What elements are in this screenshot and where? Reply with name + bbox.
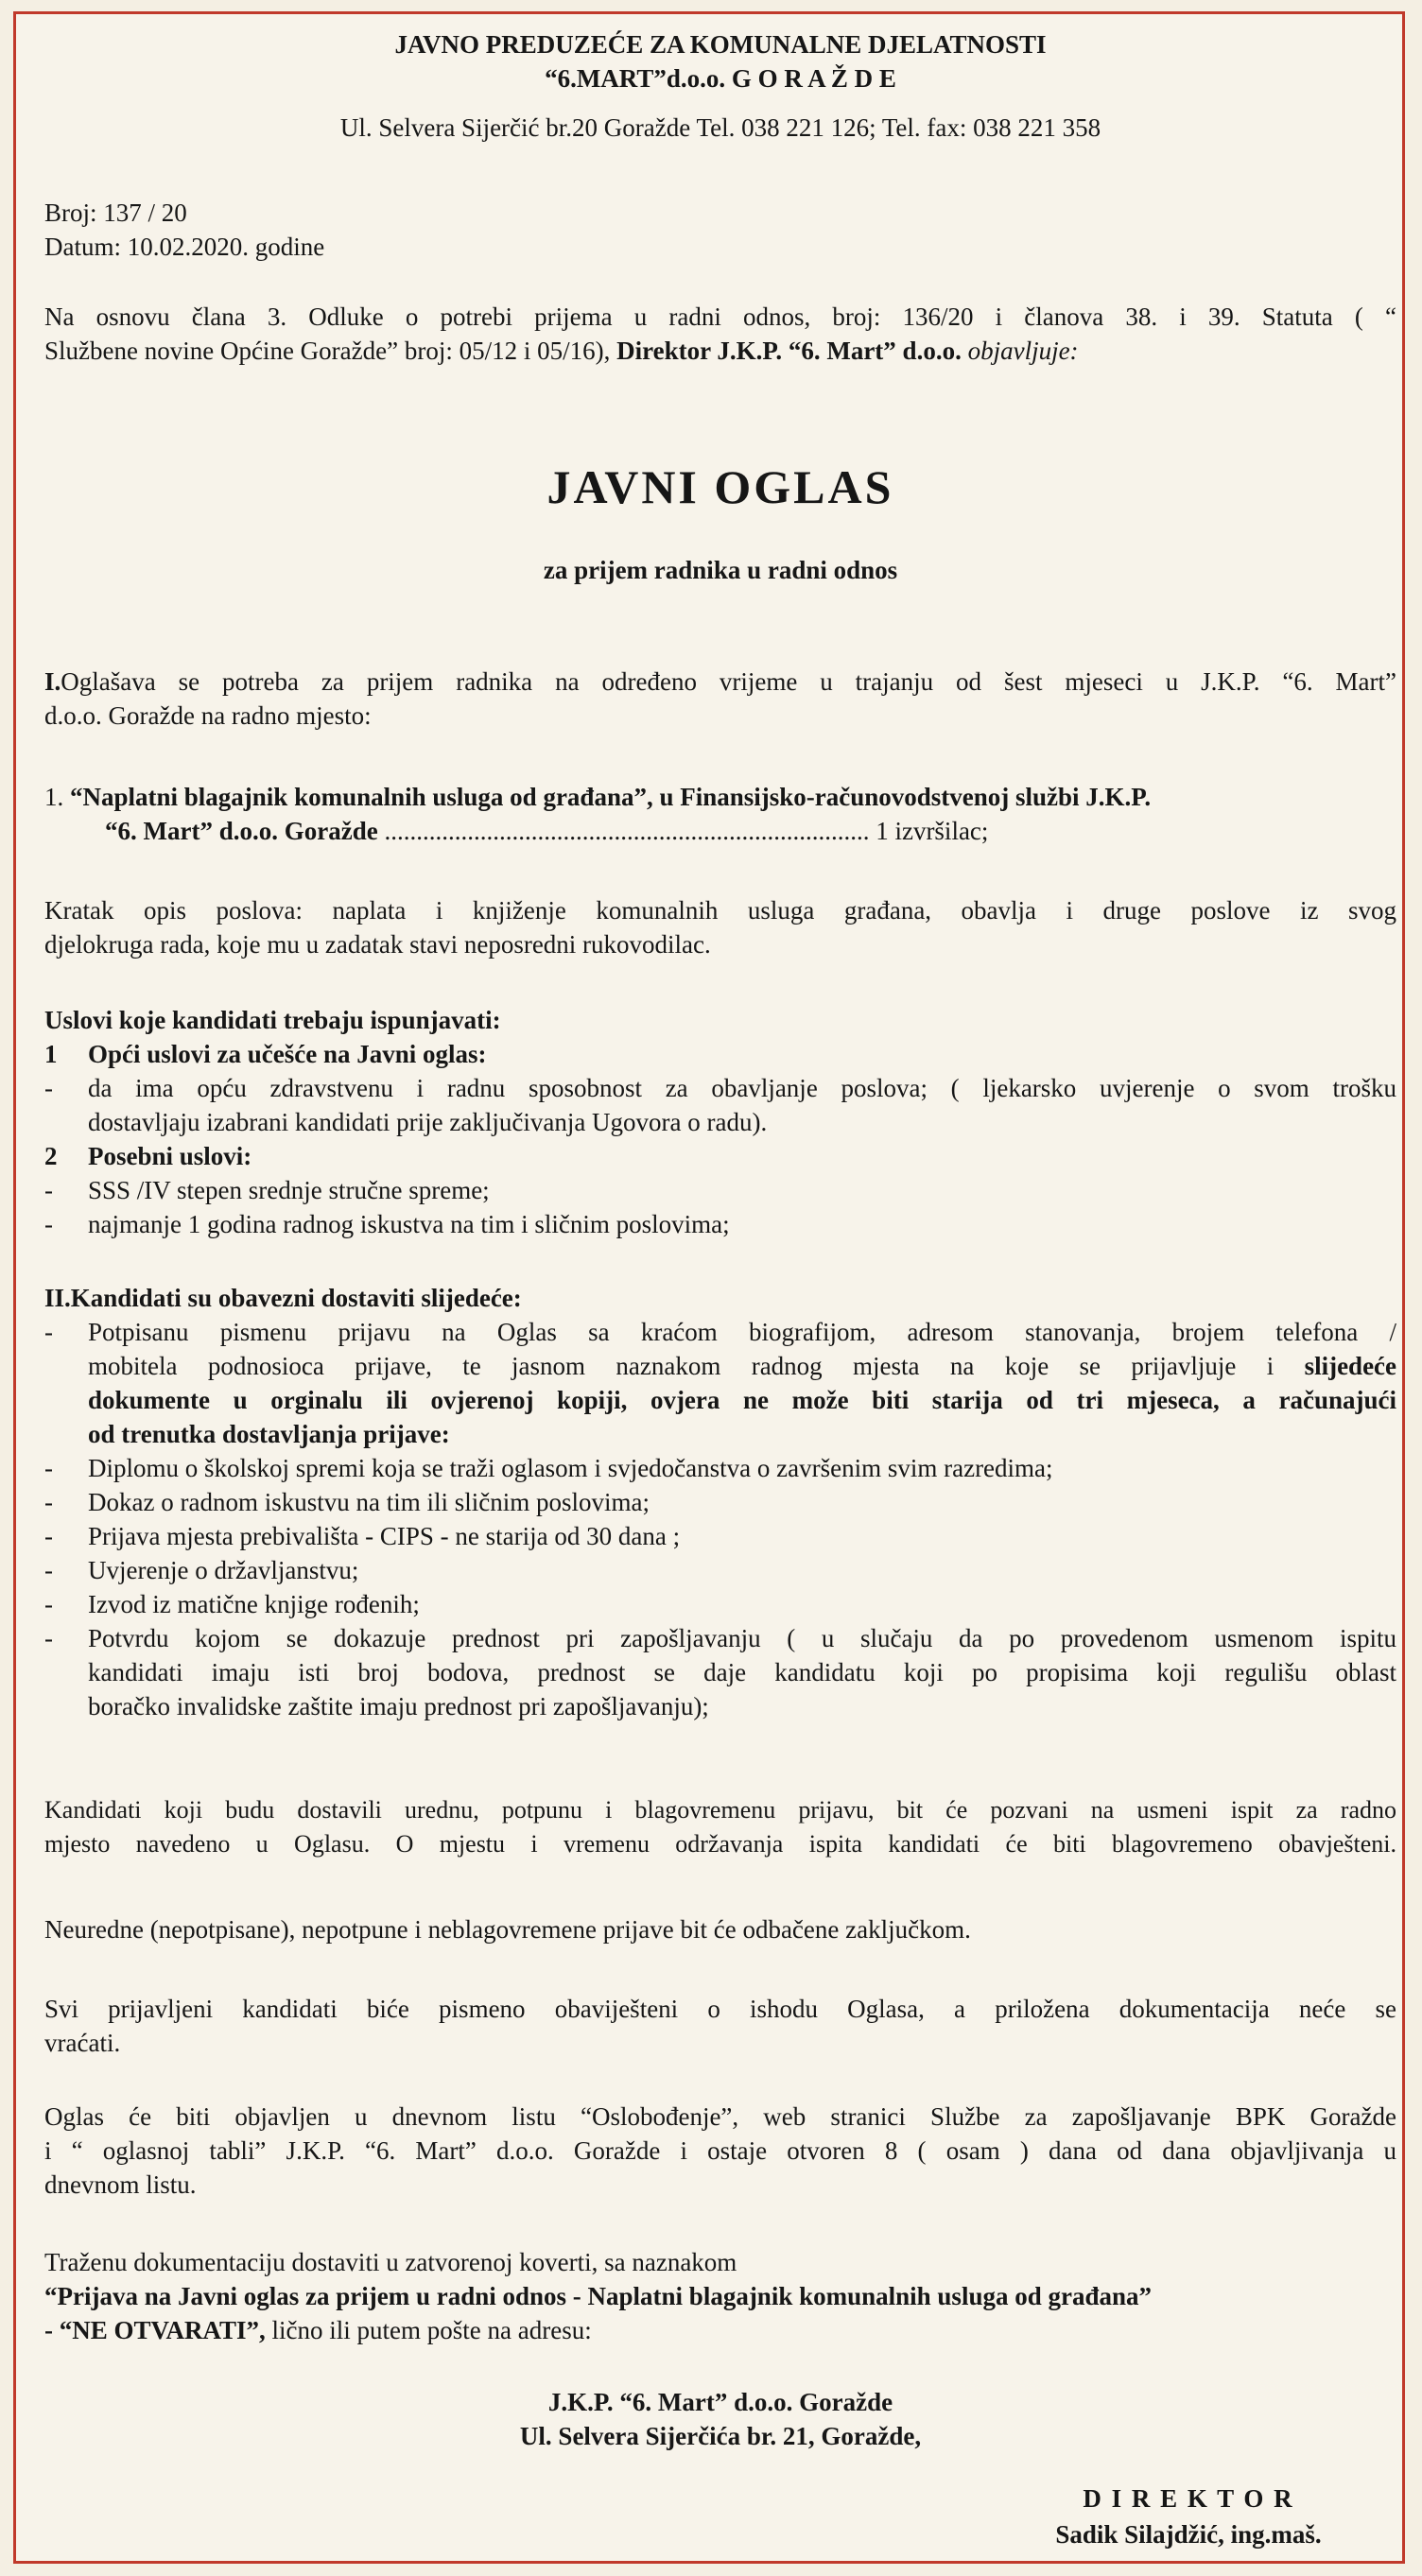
position-line-2: “6. Mart” d.o.o. Goražde ............................................................................ 1 izvršilac; [105, 817, 989, 845]
position-line-1: 1. “Naplatni blagajnik komunalnih usluga od građana”, u Finansijsko-računovodstvenoj službi J.K.P. [44, 783, 1152, 811]
delivery-address-line-1: J.K.P. “6. Mart” d.o.o. Goražde [547, 2388, 893, 2416]
special-condition-1: SSS /IV stepen srednje stručne spreme; [88, 1176, 490, 1204]
section-1-line-1: I.Oglašava se potreba za prijem radnika na određeno vrijeme u trajanju od šest mjeseci u J.K.P. “6. Mart” [44, 667, 1396, 696]
list-dash: - [44, 1488, 53, 1516]
general-condition-1-line-1: da ima opću zdravstvenu i radnu sposobnost za obavljanje poslova; ( ljekarsko uvjerenje o svom trošku [88, 1074, 1396, 1102]
list-dash: - [44, 1556, 53, 1584]
special-conditions-number: 2 [44, 1142, 58, 1170]
list-dash: - [44, 1176, 53, 1204]
delivery-address-line-2: Ul. Selvera Sijerčića br. 21, Goražde, [519, 2422, 922, 2450]
company-title: “6.MART”d.o.o. G O R A Ž D E [545, 64, 896, 93]
section-2-heading: II.Kandidati su obavezni dostaviti slijedeće: [44, 1284, 522, 1312]
general-conditions-number: 1 [44, 1040, 58, 1068]
company-name: JAVNO PREDUZEĆE ZA KOMUNALNE DJELATNOSTI [394, 30, 1047, 59]
required-doc-7-line-3: boračko invalidske zaštite imaju prednost pri zapošljavanju); [88, 1692, 709, 1720]
required-doc-1-line-4: od trenutka dostavljanja prijave: [88, 1420, 450, 1448]
required-doc-4: Prijava mjesta prebivališta - CIPS - ne starija od 30 dana ; [88, 1522, 681, 1550]
description-line-2: djelokruga rada, koje mu u zadatak stavi neposredni rukovodilac. [44, 930, 711, 959]
required-doc-1-line-3: dokumente u orginalu ili ovjerenoj kopiji, ovjera ne može biti starija od tri mjeseca, a računajući [88, 1386, 1396, 1414]
list-dash: - [44, 1522, 53, 1550]
document-page [13, 11, 1405, 2564]
list-dash: - [44, 1590, 53, 1618]
required-doc-1-line-2: mobitela podnosioca prijave, te jasnom naznakom radnog mjesta na koje se prijavljuje i slijedeće [88, 1352, 1397, 1380]
section-1-line-2: d.o.o. Goražde na radno mjesto: [44, 701, 372, 730]
page-subtitle: za prijem radnika u radni odnos [543, 556, 898, 584]
general-condition-1-line-2: dostavljaju izabrani kandidati prije zaključivanja Ugovora o radu). [88, 1108, 768, 1136]
list-dash: - [44, 1454, 53, 1482]
conditions-heading: Uslovi koje kandidati trebaju ispunjavati: [44, 1006, 501, 1034]
required-doc-1-line-1: Potpisanu pismenu prijavu na Oglas sa kraćom biografijom, adresom stanovanja, brojem telefona / [88, 1318, 1396, 1346]
paragraph-2: Neuredne (nepotpisane), nepotpune i neblagovremene prijave bit će odbačene zaključkom. [44, 1915, 971, 1944]
intro-line-2: Službene novine Općine Goražde” broj: 05/12 i 05/16), Direktor J.K.P. “6. Mart” d.o.o. objavljuje: [44, 337, 1079, 365]
paragraph-4-line-2: i “ oglasnoj tabli” J.K.P. “6. Mart” d.o.o. Goražde i ostaje otvoren 8 ( osam ) dana od dana objavljivanja u [44, 2136, 1396, 2165]
paragraph-1-line-1: Kandidati koji budu dostavili urednu, potpunu i blagovremenu prijavu, bit će pozvani na usmeni ispit za radno [44, 1796, 1396, 1824]
required-doc-6: Izvod iz matične knjige rođenih; [88, 1590, 420, 1618]
required-doc-5: Uvjerenje o državljanstvu; [88, 1556, 359, 1584]
required-doc-7-line-1: Potvrdu kojom se dokazuje prednost pri zapošljavanju ( u slučaju da po provedenom usmenom ispitu [88, 1624, 1396, 1652]
description-line-1: Kratak opis poslova: naplata i knjiženje komunalnih usluga građana, obavlja i druge poslove iz svog [44, 896, 1396, 925]
required-doc-3: Dokaz o radnom iskustvu na tim ili sličnim poslovima; [88, 1488, 650, 1516]
special-conditions-heading: Posebni uslovi: [88, 1142, 252, 1170]
paragraph-4-line-3: dnevnom listu. [44, 2170, 197, 2199]
paragraph-3-line-2: vraćati. [44, 2029, 121, 2057]
paragraph-1-line-2: mjesto navedeno u Oglasu. O mjestu i vremenu održavanja ispita kandidati će biti blagovremeno obavješteni. [44, 1830, 1396, 1858]
paragraph-5-line-2: “Prijava na Javni oglas za prijem u radni odnos - Naplatni blagajnik komunalnih usluga od građana” [44, 2282, 1152, 2310]
list-dash: - [44, 1624, 53, 1652]
document-number: Broj: 137 / 20 [44, 199, 187, 227]
paragraph-5-line-3: - “NE OTVARATI”, lično ili putem pošte na adresu: [44, 2316, 592, 2344]
paragraph-5-line-1: Traženu dokumentaciju dostaviti u zatvorenoj koverti, sa naznakom [44, 2248, 737, 2276]
company-address: Ul. Selvera Sijerčić br.20 Goražde Tel. 038 221 126; Tel. fax: 038 221 358 [339, 113, 1101, 142]
paragraph-3-line-1: Svi prijavljeni kandidati biće pismeno obaviješteni o ishodu Oglasa, a priložena dokumentacija neće se [44, 1995, 1396, 2023]
required-doc-7-line-2: kandidati imaju isti broj bodova, prednost se daje kandidatu koji po propisima koji regulišu oblast [88, 1658, 1396, 1686]
intro-line-1: Na osnovu člana 3. Odluke o potrebi prijema u radni odnos, broj: 136/20 i članova 38. i 39. Statuta ( “ [44, 303, 1396, 331]
list-dash: - [44, 1318, 53, 1346]
signature-title: D I R E K T O R [1083, 2484, 1294, 2513]
page-title: JAVNI OGLAS [546, 460, 894, 513]
required-doc-2: Diplomu o školskoj spremi koja se traži oglasom i svjedočanstva o završenim svim razredima; [88, 1454, 1053, 1482]
paragraph-4-line-1: Oglas će biti objavljen u dnevnom listu “Oslobođenje”, web stranici Službe za zapošljavanje BPK Goražde [44, 2102, 1396, 2131]
list-dash: - [44, 1074, 53, 1102]
special-condition-2: najmanje 1 godina radnog iskustva na tim i sličnim poslovima; [88, 1210, 730, 1238]
signature-name: Sadik Silajdžić, ing.maš. [1055, 2520, 1322, 2549]
list-dash: - [44, 1210, 53, 1238]
general-conditions-heading: Opći uslovi za učešće na Javni oglas: [88, 1040, 487, 1068]
document-date: Datum: 10.02.2020. godine [44, 233, 325, 261]
